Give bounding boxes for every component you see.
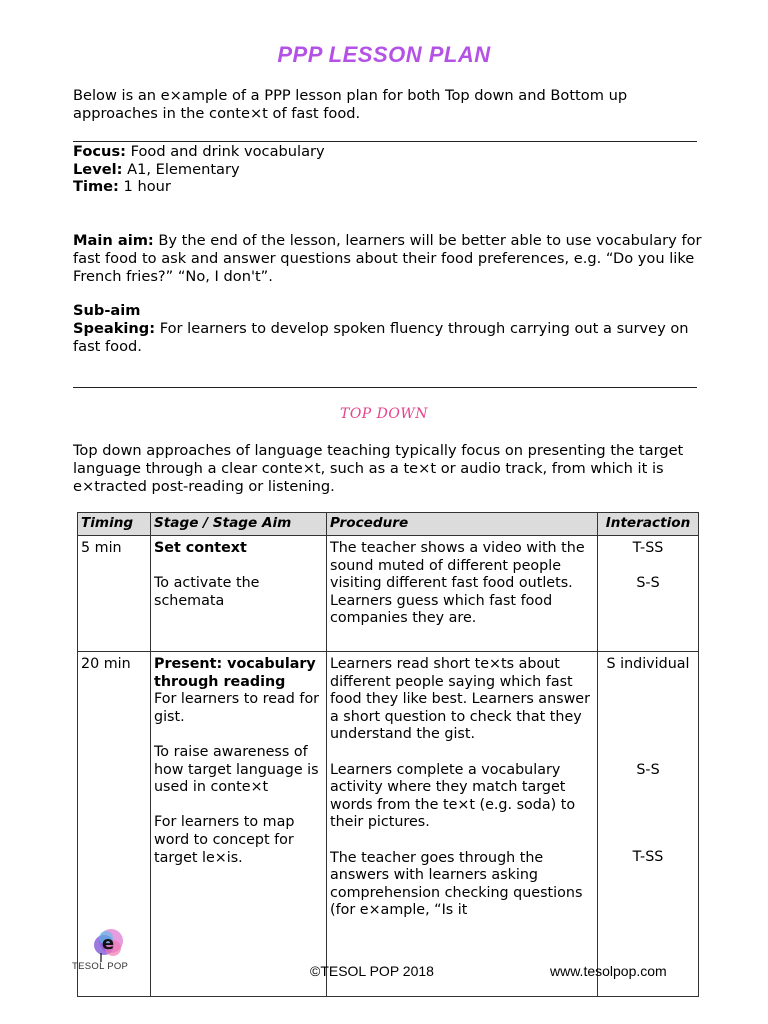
lesson-plan-table xyxy=(77,512,699,997)
focus-value: Food and drink vocabulary xyxy=(125,143,325,160)
sub-aim-label: Speaking: xyxy=(73,320,156,337)
sub-aim-heading: Sub-aim xyxy=(73,302,141,319)
stage-aim: To raise awareness of how target language is used in conte×t xyxy=(154,743,319,796)
section-description: Top down approaches of language teaching typically focus on presenting the target language through a clear conte×t, such as a te×t or audio track, from which it is e×tracted post-reading or listening. xyxy=(73,442,684,495)
timing-cell: 5 min xyxy=(78,536,151,652)
stage-title: Set context xyxy=(154,540,247,556)
header-stage: Stage / Stage Aim xyxy=(151,513,327,536)
stage-cell xyxy=(151,652,327,997)
interaction-value: T-SS xyxy=(632,849,664,866)
interaction-cell xyxy=(598,536,699,652)
lesson-meta xyxy=(73,143,325,196)
table-row xyxy=(78,652,699,997)
stage-cell xyxy=(151,536,327,652)
stage-title: Present: vocabulary through reading xyxy=(154,656,316,690)
sub-aim xyxy=(73,320,703,356)
stage-aim: To activate the schemata xyxy=(154,575,260,609)
intro-paragraph: Below is an e×ample of a PPP lesson plan for both Top down and Bottom up approaches in the conte×t of fast food. xyxy=(73,87,628,122)
sub-aim-text: For learners to develop spoken fluency through carrying out a survey on fast food. xyxy=(73,320,689,355)
interaction-value: S individual xyxy=(606,656,690,672)
page-title: PPP LESSON PLAN xyxy=(277,42,491,67)
interaction-value: S-S xyxy=(636,761,660,778)
focus-line xyxy=(73,143,325,161)
main-aim-text: By the end of the lesson, learners will be better able to use vocabulary for fast food to ask and answer questions about their food preferences, e.g. “Do you like French fries?” “No, I don't”. xyxy=(73,232,702,285)
website-link[interactable]: www.tesolpop.com xyxy=(550,963,667,979)
table-row xyxy=(78,536,699,652)
stage-aim: For learners to read for gist. xyxy=(154,691,320,725)
divider-top xyxy=(73,141,697,142)
copyright: ©TESOL POP 2018 xyxy=(310,963,434,979)
header-interaction: Interaction xyxy=(598,513,699,536)
svg-text:e: e xyxy=(101,933,115,954)
timing-cell: 20 min xyxy=(78,652,151,997)
main-aim-label: Main aim: xyxy=(73,232,154,249)
interaction-value: T-SS xyxy=(632,540,664,556)
procedure-text: Learners read short te×ts about different people saying which fast food they like best. Learners answer a short question to check that they understand the gist. xyxy=(330,656,590,743)
tesol-pop-logo-icon xyxy=(89,926,127,964)
level-line xyxy=(73,161,325,179)
logo-text: TESOL POP xyxy=(72,961,129,972)
procedure-text: Learners complete a vocabulary activity where they match target words from the te×t (e.g. soda) to their pictures. xyxy=(330,761,576,831)
level-value: A1, Elementary xyxy=(122,160,240,178)
interaction-value: S-S xyxy=(636,575,660,592)
header-procedure: Procedure xyxy=(327,513,598,536)
procedure-cell xyxy=(327,652,598,997)
time-label: Time: xyxy=(73,178,119,195)
focus-label: Focus: xyxy=(73,143,126,160)
interaction-cell xyxy=(598,652,699,997)
stage-aim: For learners to map word to concept for target le×is. xyxy=(154,814,295,866)
header-timing: Timing xyxy=(78,513,151,536)
main-aim xyxy=(73,232,703,286)
procedure-cell: The teacher shows a video with the sound muted of different people visiting different fast food outlets. Learners guess which fast food companies they are. xyxy=(327,536,598,652)
level-label: Level: xyxy=(73,160,123,178)
time-line xyxy=(73,178,325,196)
section-title: TOP DOWN xyxy=(339,406,429,422)
time-value: 1 hour xyxy=(118,178,171,195)
procedure-text: The teacher goes through the answers with learners asking comprehension checking questions (for e×ample, “Is it xyxy=(330,849,583,919)
divider-bottom xyxy=(73,387,697,388)
table-header-row xyxy=(78,513,699,536)
